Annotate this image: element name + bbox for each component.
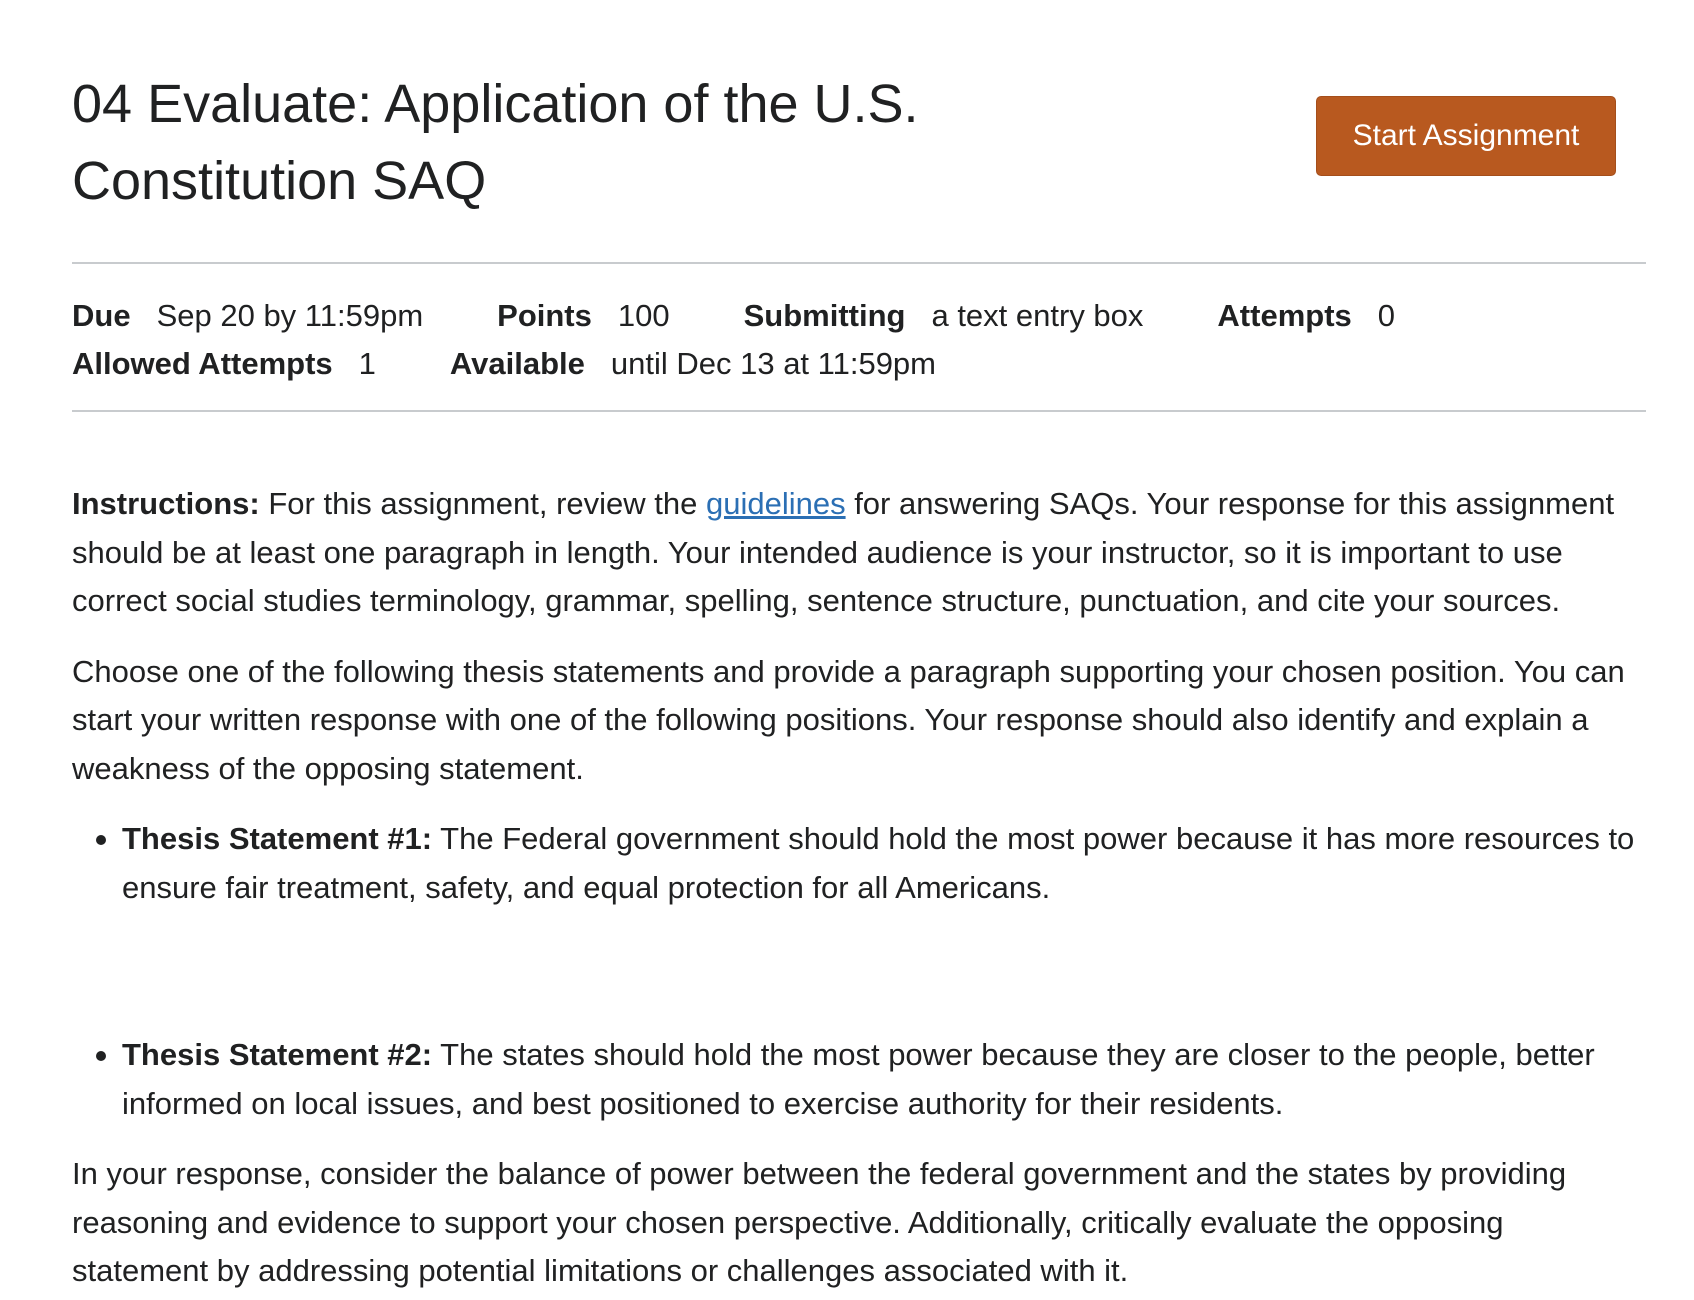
details-row-2 — [72, 340, 1622, 388]
attempts-value: 0 — [1377, 298, 1396, 333]
guidelines-link[interactable]: guidelines — [705, 486, 846, 521]
thesis-1-text: The Federal government should hold the most power because it has more resources to ensure fair treatment, safety, and equal protection for all Americans. — [122, 821, 1635, 905]
choose-paragraph: Choose one of the following thesis statements and provide a paragraph supporting your chosen position. You can start your written response with one of the following positions. Your response should also identify and explain a weakness of the opposing statement. — [72, 653, 1625, 786]
due-value: Sep 20 by 11:59pm — [156, 298, 424, 333]
due-detail — [72, 298, 423, 334]
due-label: Due — [72, 298, 131, 333]
closing-paragraph: In your response, consider the balance of power between the federal government and the states by providing reasoning and evidence to support your chosen perspective. Additionally, critically evaluate the opposing statement by addressing potential limitations or challenges associated with it. — [72, 1156, 1567, 1288]
allowed-attempts-detail — [72, 346, 376, 382]
points-detail — [497, 298, 669, 334]
submitting-value: a text entry box — [931, 298, 1144, 333]
points-value: 100 — [617, 298, 670, 333]
allowed-attempts-value: 1 — [358, 346, 376, 381]
start-assignment-button[interactable]: Start Assignment — [1316, 96, 1616, 176]
attempts-label: Attempts — [1217, 298, 1352, 333]
details-row-1 — [72, 292, 1622, 340]
thesis-item-1 — [72, 815, 1646, 912]
assignment-header — [72, 0, 1622, 262]
instructions-label: Instructions: — [72, 486, 260, 521]
available-value: until Dec 13 at 11:59pm — [610, 346, 936, 381]
spacer — [72, 934, 1646, 1031]
assignment-details — [72, 264, 1622, 410]
instructions-text-before-link: For this assignment, review the — [259, 486, 706, 521]
available-label: Available — [449, 346, 585, 381]
instructions-text-after-link: for answering SAQs. Your response for this assignment should be at least one paragraph in length. Your intended audience is your instructor, so it is important to use correct social studies terminology, grammar, spelling, sentence structure, punctuation, and cite your sources. — [72, 486, 1615, 618]
thesis-1-label: Thesis Statement #1: — [122, 821, 433, 856]
thesis-list-2 — [72, 1031, 1646, 1128]
thesis-list — [72, 815, 1646, 912]
thesis-2-label: Thesis Statement #2: — [122, 1037, 433, 1072]
available-detail — [450, 346, 936, 382]
submitting-label: Submitting — [743, 298, 906, 333]
attempts-detail — [1217, 298, 1395, 334]
thesis-item-2 — [72, 1031, 1646, 1128]
allowed-attempts-label: Allowed Attempts — [72, 346, 333, 381]
page-title: 04 Evaluate: Application of the U.S. Constitution SAQ — [72, 74, 919, 211]
instructions-paragraph — [72, 480, 1646, 626]
thesis-2-text: The states should hold the most power because they are closer to the people, better informed on local issues, and best positioned to exercise authority for their residents. — [122, 1037, 1595, 1121]
assignment-description — [72, 412, 1646, 1296]
points-label: Points — [497, 298, 592, 333]
submitting-detail — [744, 298, 1144, 334]
